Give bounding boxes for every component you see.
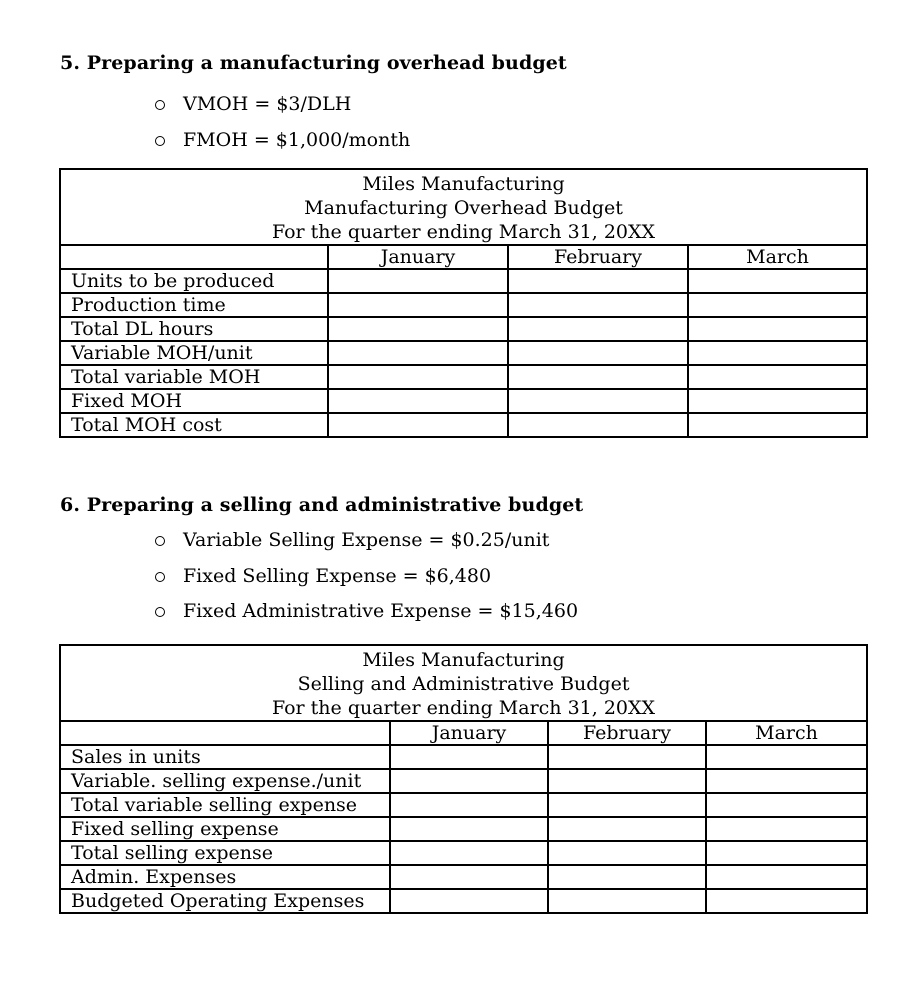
input-cell[interactable] [390,889,548,913]
input-cell[interactable] [390,817,548,841]
row-label: Total variable MOH [60,365,328,389]
input-cell[interactable] [548,769,706,793]
input-cell[interactable] [548,817,706,841]
table-row [60,793,867,817]
input-cell[interactable] [328,269,508,293]
input-cell[interactable] [706,817,867,841]
input-cell[interactable] [390,769,548,793]
table-row [60,865,867,889]
selling-admin-budget-table [59,644,868,914]
row-label: Units to be produced [60,269,328,293]
input-cell[interactable] [328,389,508,413]
month-header-march: March [706,721,867,745]
budget-period: For the quarter ending March 31, 20XX [271,697,656,719]
table-row [60,745,867,769]
budget-title: Selling and Administrative Budget [297,673,630,695]
input-cell[interactable] [508,413,688,437]
bullet-text: Fixed Selling Expense = $6,480 [183,564,492,587]
bullet-item [155,522,578,558]
table-title-block [60,169,867,245]
input-cell[interactable] [706,793,867,817]
table-row [60,389,867,413]
input-cell[interactable] [508,293,688,317]
month-header-january: January [390,721,548,745]
input-cell[interactable] [706,841,867,865]
bullet-circle-icon [155,536,165,546]
input-cell[interactable] [390,865,548,889]
budget-period: For the quarter ending March 31, 20XX [271,221,656,243]
input-cell[interactable] [688,317,867,341]
input-cell[interactable] [508,317,688,341]
input-cell[interactable] [688,389,867,413]
input-cell[interactable] [688,341,867,365]
section-5-heading: 5. Preparing a manufacturing overhead budget [60,52,567,74]
row-label: Variable MOH/unit [60,341,328,365]
bullet-circle-icon [155,136,165,146]
input-cell[interactable] [688,293,867,317]
month-header-january: January [328,245,508,269]
input-cell[interactable] [390,745,548,769]
month-header-february: February [548,721,706,745]
table-row [60,889,867,913]
section-5-bullet-list [155,86,410,158]
input-cell[interactable] [706,769,867,793]
input-cell[interactable] [328,317,508,341]
input-cell[interactable] [688,365,867,389]
table-row [60,293,867,317]
bullet-text: Variable Selling Expense = $0.25/unit [183,529,550,551]
row-label: Fixed MOH [60,389,328,413]
table-title-block [60,645,867,721]
table-row [60,817,867,841]
input-cell[interactable] [508,341,688,365]
month-header-row [60,245,867,269]
table-row [60,341,867,365]
input-cell[interactable] [688,413,867,437]
input-cell[interactable] [548,841,706,865]
input-cell[interactable] [706,889,867,913]
input-cell[interactable] [508,389,688,413]
input-cell[interactable] [508,365,688,389]
bullet-circle-icon [155,100,165,110]
input-cell[interactable] [706,745,867,769]
input-cell[interactable] [508,269,688,293]
input-cell[interactable] [688,269,867,293]
input-cell[interactable] [548,889,706,913]
bullet-circle-icon [155,572,165,582]
input-cell[interactable] [328,413,508,437]
input-cell[interactable] [328,293,508,317]
company-name: Miles Manufacturing [362,173,565,195]
row-label: Sales in units [60,745,390,769]
bullet-item [155,122,410,158]
header-blank-cell [60,721,390,745]
month-header-row [60,721,867,745]
company-name: Miles Manufacturing [362,649,565,671]
input-cell[interactable] [328,341,508,365]
month-header-march: March [688,245,867,269]
input-cell[interactable] [706,865,867,889]
bullet-text: Fixed Administrative Expense = $15,460 [183,599,579,622]
table-row [60,269,867,293]
bullet-item [155,593,578,628]
header-blank-cell [60,245,328,269]
bullet-item [155,86,410,122]
bullet-item [155,558,578,593]
table-row [60,317,867,341]
budget-title: Manufacturing Overhead Budget [304,197,623,219]
input-cell[interactable] [548,745,706,769]
row-label: Total variable selling expense [60,793,390,817]
row-label: Variable. selling expense./unit [60,769,390,793]
section-6-bullet-list [155,522,578,628]
input-cell[interactable] [548,793,706,817]
row-label: Production time [60,293,328,317]
table-row [60,413,867,437]
row-label: Admin. Expenses [60,865,390,889]
input-cell[interactable] [390,793,548,817]
row-label: Total MOH cost [60,413,328,437]
input-cell[interactable] [548,865,706,889]
section-6-heading: 6. Preparing a selling and administrative budget [60,494,584,516]
bullet-text: VMOH = $3/DLH [183,93,352,115]
bullet-text: FMOH = $1,000/month [183,129,411,151]
month-header-february: February [508,245,688,269]
table-row [60,769,867,793]
row-label: Fixed selling expense [60,817,390,841]
row-label: Budgeted Operating Expenses [60,889,390,913]
table-row [60,841,867,865]
bullet-circle-icon [155,607,165,617]
input-cell[interactable] [328,365,508,389]
row-label: Total DL hours [60,317,328,341]
row-label: Total selling expense [60,841,390,865]
input-cell[interactable] [390,841,548,865]
manufacturing-overhead-budget-table [59,168,868,438]
table-row [60,365,867,389]
